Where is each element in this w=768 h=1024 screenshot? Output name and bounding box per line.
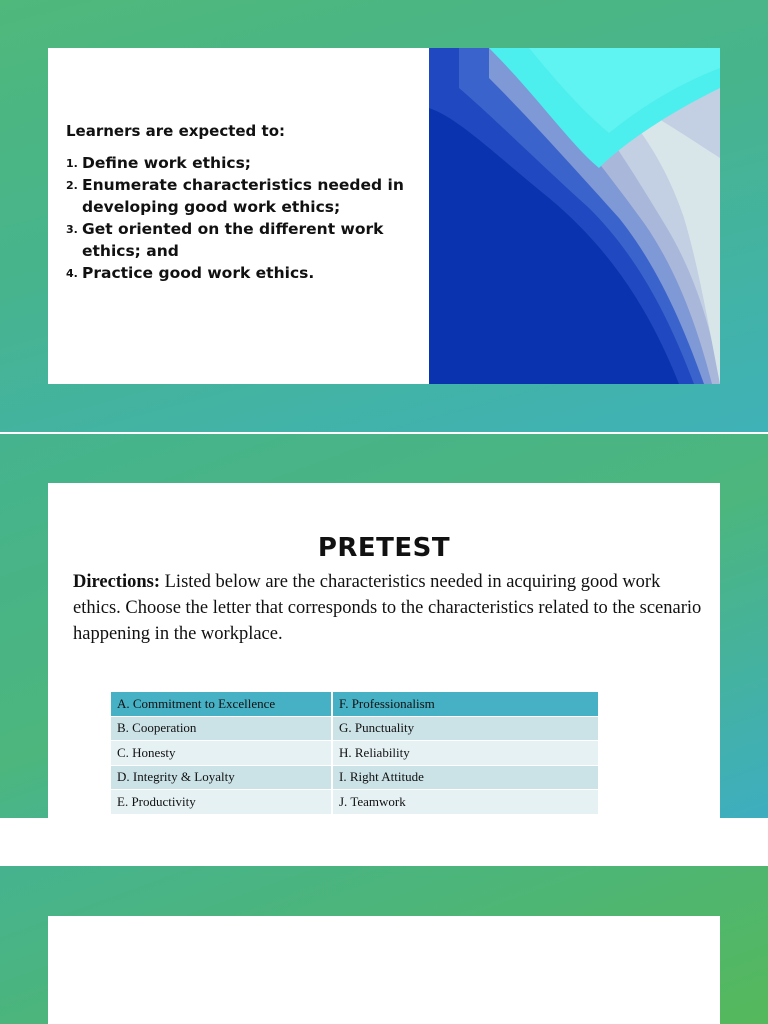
table-cell: D. Integrity & Loyalty bbox=[111, 765, 332, 790]
slide-1-card bbox=[48, 48, 720, 384]
directions-label: Directions: bbox=[73, 572, 160, 592]
table-cell: J. Teamwork bbox=[332, 790, 599, 815]
objectives-lead: Learners are expected to: bbox=[66, 122, 285, 140]
objective-item: 3. Get oriented on the different work ethics; and bbox=[66, 220, 384, 260]
table-cell: A. Commitment to Excellence bbox=[111, 692, 332, 716]
directions-paragraph bbox=[73, 569, 703, 647]
characteristics-table bbox=[111, 692, 600, 815]
objective-item: 4. Practice good work ethics. bbox=[66, 264, 315, 282]
table-cell: I. Right Attitude bbox=[332, 765, 599, 790]
pretest-title: PRETEST bbox=[317, 533, 451, 563]
learning-objectives bbox=[66, 122, 426, 284]
objectives-list bbox=[66, 152, 426, 284]
table-row bbox=[111, 765, 599, 790]
directions-text: Listed below are the characteristics needed in acquiring good work ethics. Choose the letter that corresponds to the characteristics related to the scenario happening in the workplace. bbox=[73, 572, 702, 644]
slide-2-card bbox=[48, 483, 720, 818]
table-row bbox=[111, 741, 599, 766]
table-row bbox=[111, 692, 599, 716]
table-cell: E. Productivity bbox=[111, 790, 332, 815]
table-row bbox=[111, 716, 599, 741]
table-cell: B. Cooperation bbox=[111, 716, 332, 741]
abstract-wave-illustration bbox=[429, 48, 720, 384]
table-cell: G. Punctuality bbox=[332, 716, 599, 741]
objective-item: 2. Enumerate characteristics needed in developing good work ethics; bbox=[66, 176, 404, 216]
table-cell: C. Honesty bbox=[111, 741, 332, 766]
table-cell: H. Reliability bbox=[332, 741, 599, 766]
slide-3-card bbox=[48, 916, 720, 1024]
table-cell: F. Professionalism bbox=[332, 692, 599, 716]
table-row bbox=[111, 790, 599, 815]
objective-item: 1. Define work ethics; bbox=[66, 154, 252, 172]
